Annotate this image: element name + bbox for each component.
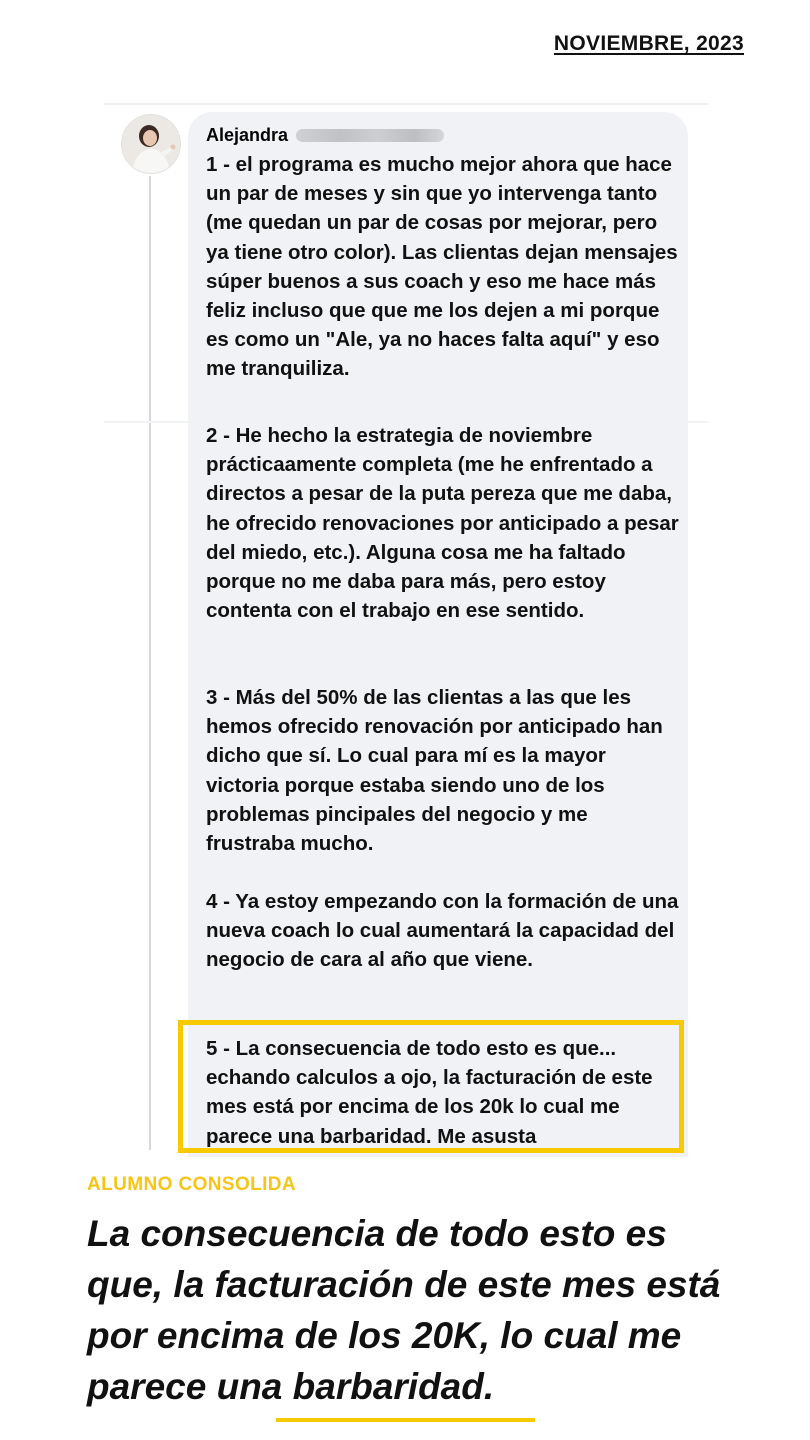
comment-paragraph-3: 3 - Más del 50% de las clientas a las que les hemos ofrecido renovación por anticipado han dicho que sí. Lo cual para mí es la mayor victoria porque estaba siendo uno de los problemas pincipales del negocio y me frustraba mucho. xyxy=(206,686,663,856)
avatar[interactable] xyxy=(121,114,181,174)
pull-quote: La consecuencia de todo esto es que, la facturación de este mes está por encima de los 20K, lo cual me parece una barbaridad. xyxy=(87,1213,721,1407)
reply-thread-line xyxy=(149,176,151,1150)
section-eyebrow: ALUMNO CONSOLIDA xyxy=(87,1174,297,1195)
author-name[interactable]: Alejandra xyxy=(206,124,289,145)
accent-underline xyxy=(276,1418,535,1422)
comment-paragraph-1: 1 - el programa es mucho mejor ahora que hace un par de meses y sin que yo intervenga tanto (me quedan un par de cosas por mejorar, pero ya tiene otro color). Las clientas dejan mensajes súper buenos a sus coach y eso me hace más feliz incluso que que me los dejen a mi porque es como un "Ale, ya no haces falta aquí" y eso me tranquiliza. xyxy=(206,153,678,381)
comment-paragraph-2: 2 - He hecho la estrategia de noviembre prácticaamente completa (me he enfrentado a directos a pesar de la puta pereza que me daba, he ofrecido renovaciones por anticipado a pesar del miedo, etc.). Alguna cosa me ha faltado porque no me daba para más, pero estoy contenta con el trabajo en ese sentido. xyxy=(206,424,679,623)
profile-photo-icon xyxy=(122,115,180,173)
comment-paragraph-5: 5 - La consecuencia de todo esto es que... echando calculos a ojo, la facturación de este mes está por encima de los 20k lo cual me parece una barbaridad. Me asusta xyxy=(206,1037,653,1148)
date-heading: NOVIEMBRE, 2023 xyxy=(553,32,744,55)
comment-author[interactable] xyxy=(206,123,444,147)
comment-paragraph-4: 4 - Ya estoy empezando con la formación de una nueva coach lo cual aumentará la capacidad del negocio de cara al año que viene. xyxy=(206,890,679,972)
highlight-box xyxy=(178,1020,684,1153)
divider xyxy=(104,103,709,105)
redacted-surname xyxy=(296,129,444,142)
